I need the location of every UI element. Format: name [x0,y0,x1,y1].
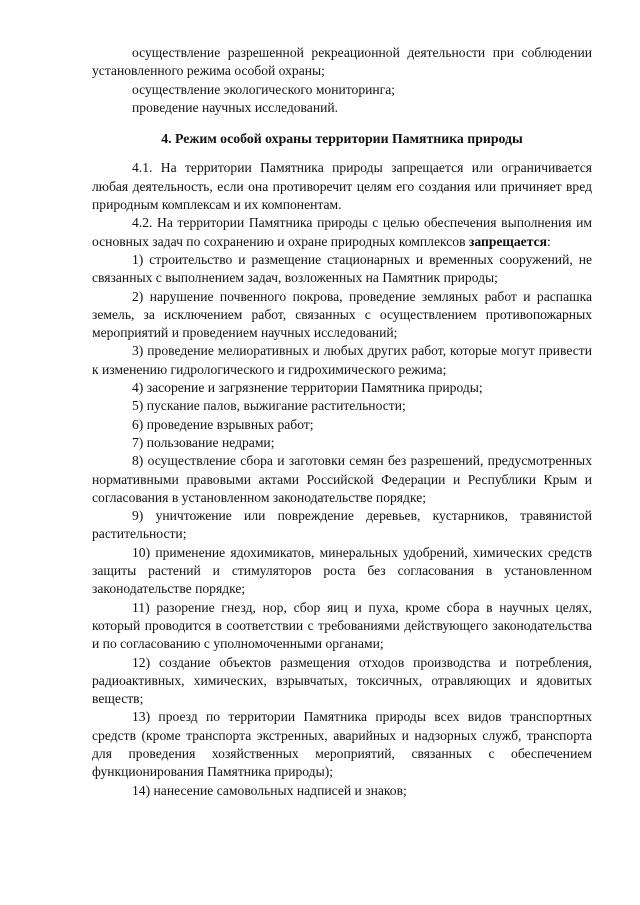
paragraph-research: проведение научных исследований. [132,99,339,115]
list-item-9: 9) уничтожение или повреждение деревьев, кустарников, травянистой растительности; [92,508,592,542]
section-heading: 4. Режим особой охраны территории Памятника природы [161,131,523,147]
list-item-12: 12) создание объектов размещения отходов производства и потребления, радиоактивных, химических, взрывчатых, токсичных, отравляющих и ядовитых веществ; [92,654,592,707]
list-item-13: 13) проезд по территории Памятника природы всех видов транспортных средств (кроме транспорта экстренных, аварийных и надзорных служб, транспорта для проведения хозяйственных мероприятий, связанных с обеспечением функционирования Памятника природы); [92,709,592,780]
list-item-10: 10) применение ядохимикатов, минеральных удобрений, химических средств защиты растений и стимуляторов роста без согласования в установленном законодательстве порядке; [92,544,592,597]
list-item-2: 2) нарушение почвенного покрова, проведение земляных работ и распашка земель, за исключением работ, связанных с осуществлением противопожарных мероприятий и проведением научных исследований; [92,288,592,341]
paragraph-4-2-colon: : [546,233,551,249]
document-page [92,44,592,800]
list-item-14: 14) нанесение самовольных надписей и знаков; [132,782,407,798]
paragraph-4-2-text: 4.2. На территории Памятника природы с целью обеспечения выполнения им основных задач по сохранению и охране природных комплексов [92,215,592,249]
list-item-5: 5) пускание палов, выжигание растительности; [132,398,406,414]
list-item-7: 7) пользование недрами; [132,434,275,450]
list-item-4: 4) засорение и загрязнение территории Памятника природы; [132,380,483,396]
list-item-8: 8) осуществление сбора и заготовки семян без разрешений, предусмотренных нормативными правовыми актами Российской Федерации и Республики Крым и согласования в установленном законодательстве порядке; [92,453,592,505]
list-item-3: 3) проведение мелиоративных и любых других работ, которые могут привести к изменению гидрологического и гидрохимического режима; [92,343,592,377]
list-item-1: 1) строительство и размещение стационарных и временных сооружений, не связанных с выполнением задач, возложенных на Памятник природы; [92,251,592,286]
list-item-6: 6) проведение взрывных работ; [132,416,314,432]
paragraph-4-2-emphasis: запрещается [468,233,547,249]
list-item-11: 11) разорение гнезд, нор, сбор яиц и пуха, кроме сбора в научных целях, который проводится в соответствии с требованиями действующего законодательства и по согласованию с уполномоченными органами; [92,599,592,652]
paragraph-4-2 [92,214,592,251]
paragraph-recreation: осуществление разрешенной рекреационной деятельности при соблюдении установленного режима особой охраны; [92,45,592,79]
paragraph-monitoring: осуществление экологического мониторинга; [132,81,396,97]
paragraph-4-1: 4.1. На территории Памятника природы запрещается или ограничивается любая деятельность, если она противоречит целям его создания или причиняет вред природным комплексам и их компонентам. [92,160,592,213]
